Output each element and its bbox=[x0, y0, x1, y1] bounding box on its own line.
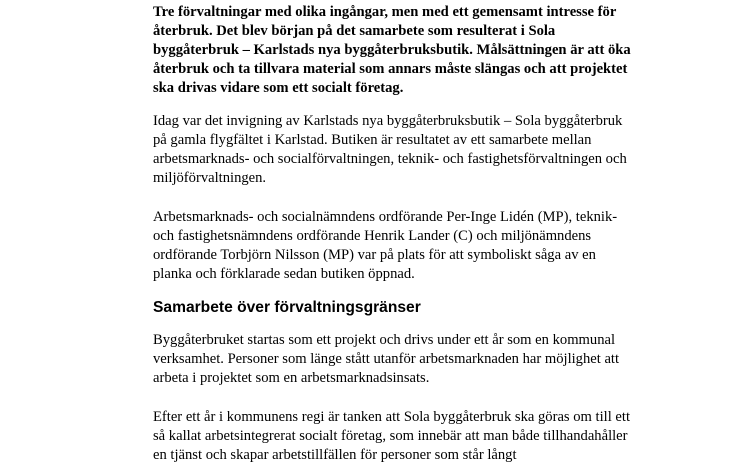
paragraph-social-enterprise: Efter ett år i kommunens regi är tanken att Sola byggåterbruk ska göras om till ett så kallat arbetsintegrerat socialt företag, som innebär att man både tillhandahåller en tjänst och skapar arbetstillfällen för personer som står långt bbox=[153, 409, 630, 463]
paragraph-inauguration: Idag var det invigning av Karlstads nya byggåterbruksbutik – Sola byggåterbruk på gamla flygfältet i Karlstad. Butiken är resultatet av ett samarbete mellan arbetsmarknads- och socialförvaltningen, teknik- och fastighetsförvaltningen och miljöförvaltningen. bbox=[153, 113, 627, 186]
paragraph-chairpersons: Arbetsmarknads- och socialnämndens ordförande Per-Inge Lidén (MP), teknik- och fastighetsnämndens ordförande Henrik Lander (C) och miljönämndens ordförande Torbjörn Nilsson (MP) var på plats för att symboliskt såga av en planka och förklarade sedan butiken öppnad. bbox=[153, 209, 618, 282]
section-heading: Samarbete över förvaltningsgränser bbox=[153, 299, 421, 316]
article-lead: Tre förvaltningar med olika ingångar, men med ett gemensamt intresse för återbruk. Det blev början på det samarbete som resulterat i Sola byggåterbruk – Karlstads nya byggåterbruksbutik. Målsättningen är att öka återbruk och ta tillvara material som annars måste slängas och att projektet ska drivas vidare som ett socialt företag. bbox=[153, 4, 631, 96]
paragraph-project: Byggåterbruket startas som ett projekt och drivs under ett år som en kommunal verksamhet. Personer som länge stått utanför arbetsmarknaden har möjlighet att arbeta i projektet som en arbetsmarknadsinsats. bbox=[153, 332, 620, 386]
article-body bbox=[153, 0, 633, 465]
